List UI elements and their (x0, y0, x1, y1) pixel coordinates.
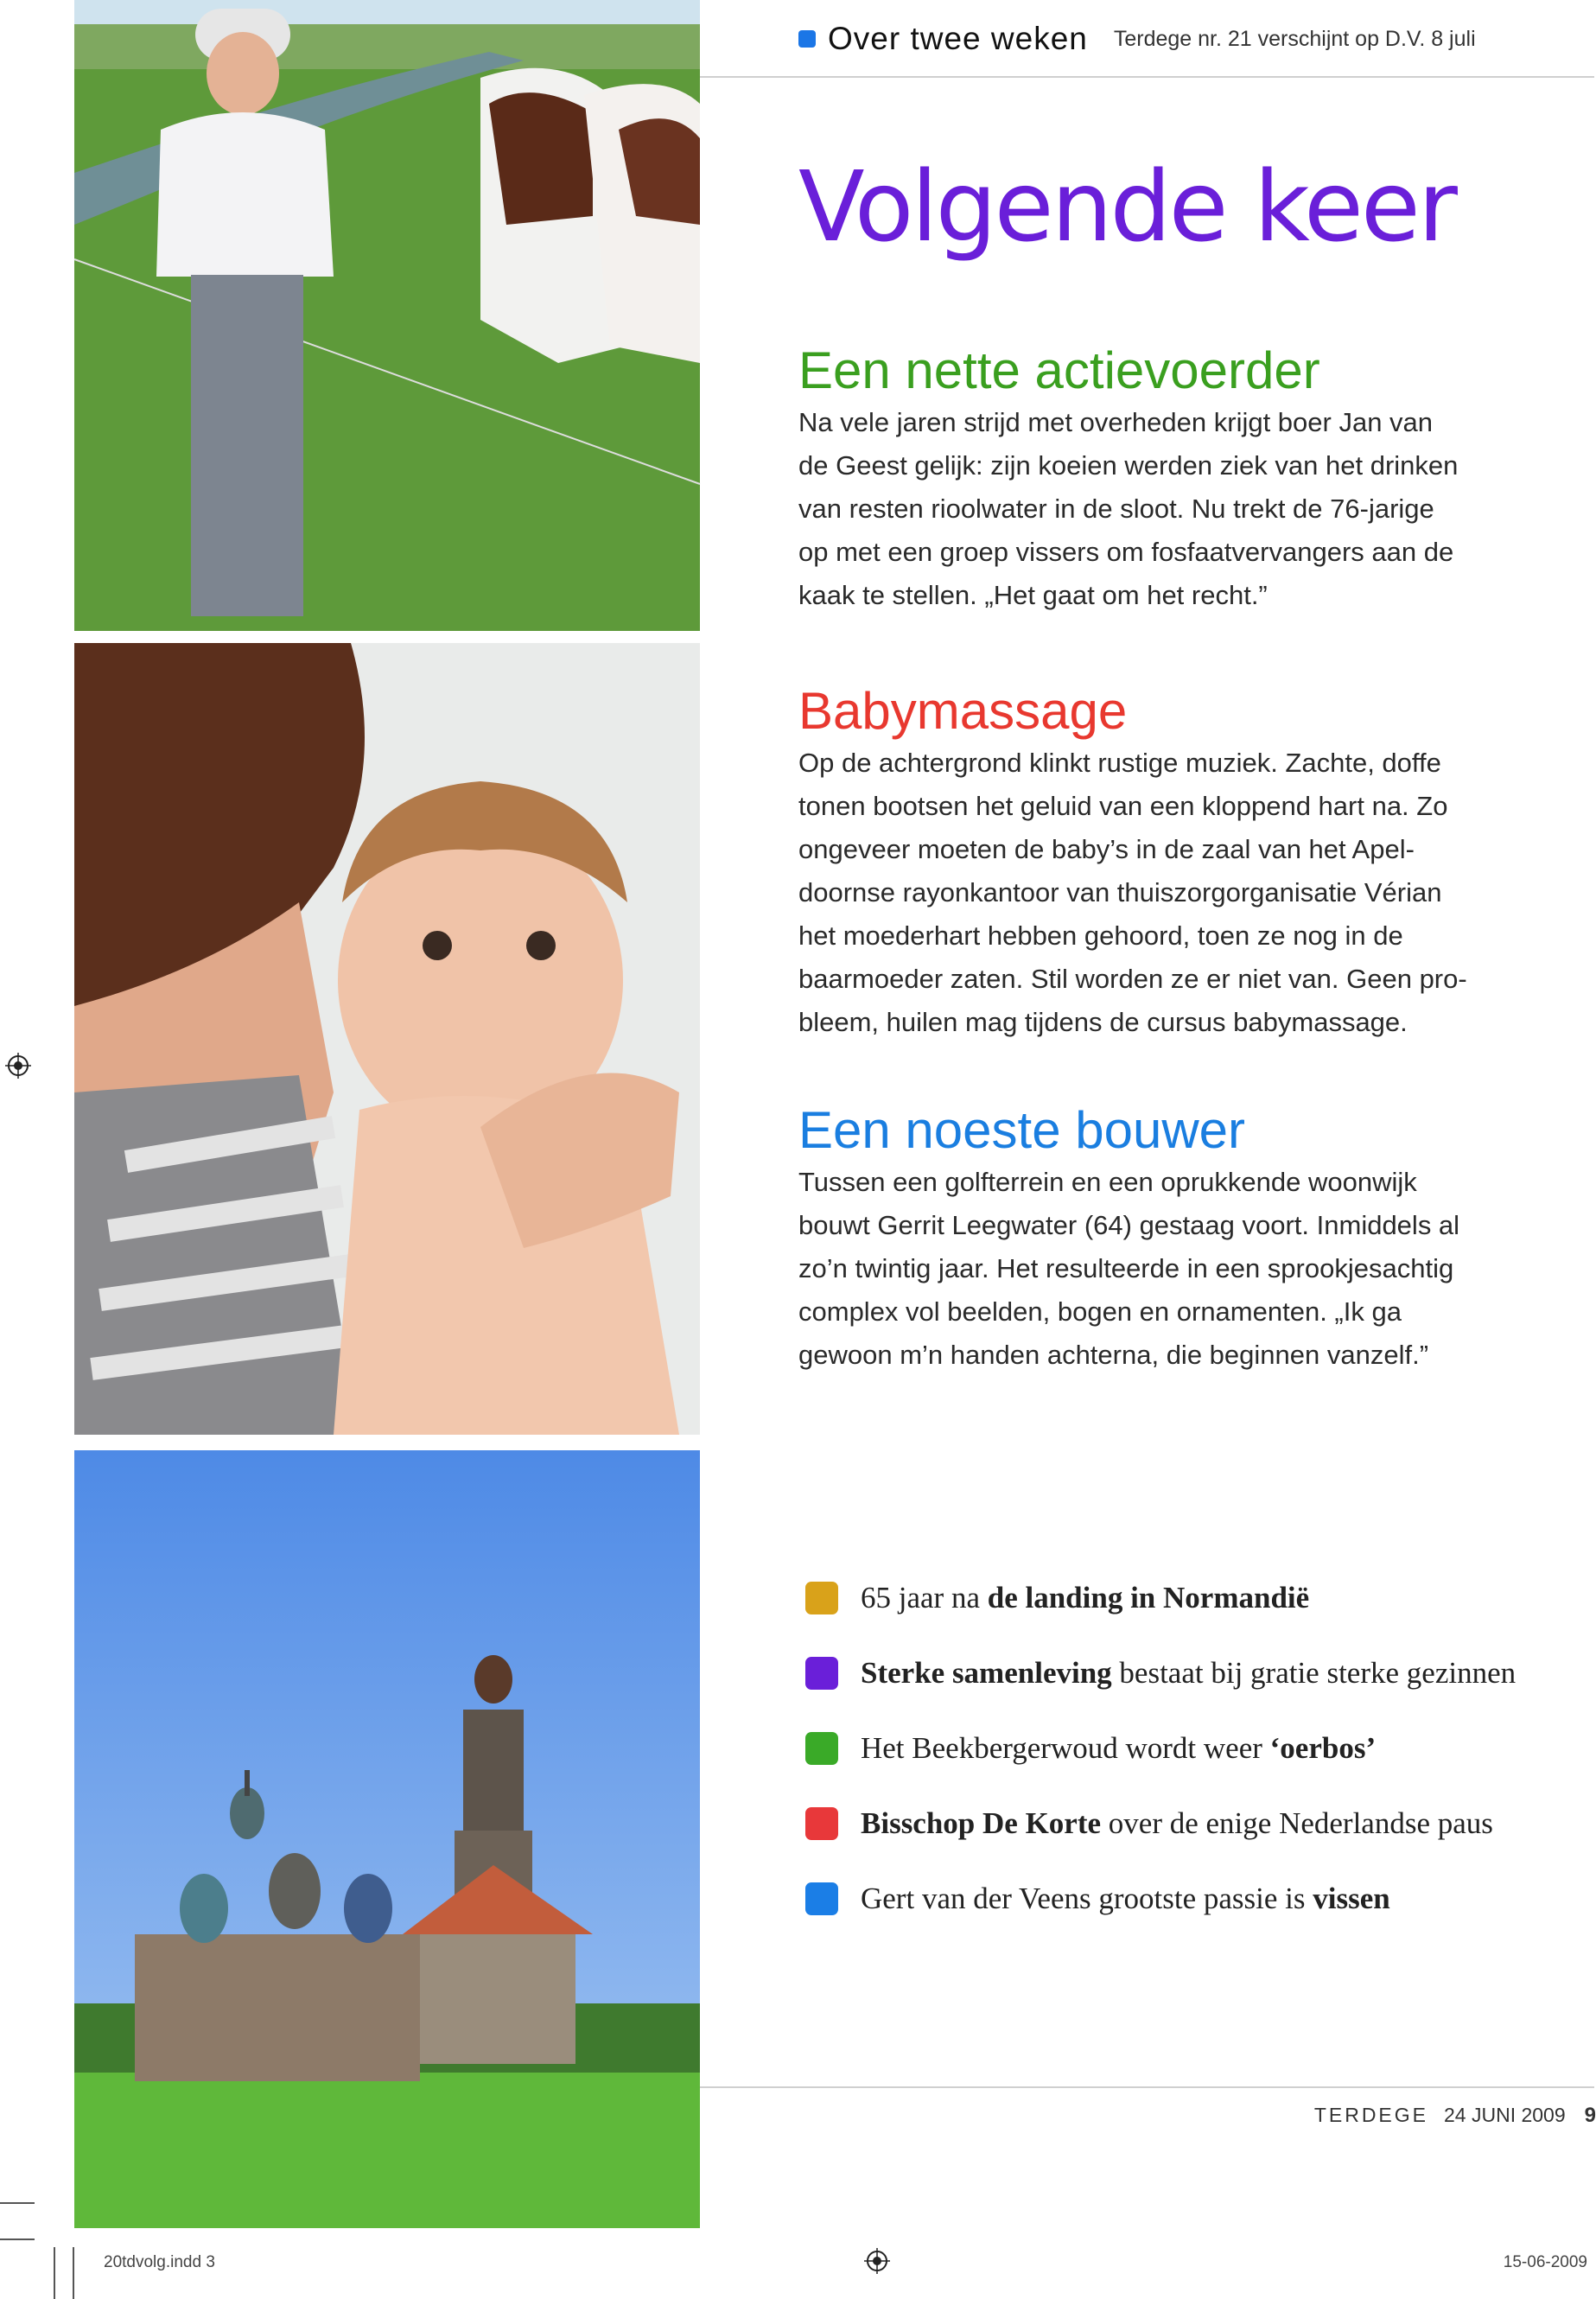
teaser-color-square (805, 1732, 838, 1765)
body-line: tonen bootsen het geluid van een kloppend hart na. Zo (798, 791, 1448, 821)
footer-brand: TERDEGE (1313, 2104, 1428, 2126)
teaser-text: Sterke samenleving bestaat bij gratie sterke gezinnen (861, 1655, 1517, 1690)
teaser-item (805, 1861, 1583, 1936)
photo-fairytale-complex (74, 1450, 700, 2228)
teaser-color-square (805, 1807, 838, 1840)
registration-mark-icon (864, 2248, 890, 2274)
teaser-text: Bisschop De Korte over de enige Nederlandse paus (861, 1805, 1493, 1840)
photo-farmer-with-cows (74, 0, 700, 631)
body-line: gewoon m’n handen achterna, die beginnen vanzelf.” (798, 1340, 1429, 1370)
footer-date: 24 JUNI 2009 (1444, 2104, 1566, 2126)
article-heading: Babymassage (798, 682, 1128, 740)
teaser-text: Gert van der Veens grootste passie is vissen (861, 1881, 1390, 1915)
article-body (798, 1161, 1516, 1377)
page-footer (1314, 2104, 1596, 2128)
body-line: Op de achtergrond klinkt rustige muziek. Zachte, doffe (798, 748, 1441, 778)
issue-note: Terdege nr. 21 verschijnt op D.V. 8 juli (1113, 26, 1476, 51)
top-bar (798, 17, 1476, 60)
photo-mother-and-baby (74, 643, 700, 1435)
teaser-item (805, 1710, 1583, 1786)
teaser-item (805, 1786, 1583, 1861)
teaser-item (805, 1635, 1583, 1710)
slug-file: 20tdvolg.indd 3 (104, 2253, 215, 2271)
body-line: zo’n twintig jaar. Het resulteerde in een sprookjesachtig (798, 1253, 1454, 1283)
slug-date: 15-06-2009 (1503, 2253, 1587, 2271)
crop-mark (0, 2202, 35, 2204)
body-line: van resten rioolwater in de sloot. Nu trekt de 76-jarige (798, 494, 1434, 524)
body-line: kaak te stellen. „Het gaat om het recht.” (798, 580, 1268, 610)
body-line: Na vele jaren strijd met overheden krijgt boer Jan van (798, 407, 1434, 437)
body-line: op met een groep vissers om fosfaatvervangers aan de (798, 537, 1454, 567)
section-label: Over twee weken (828, 21, 1088, 56)
teaser-text: Het Beekbergerwoud wordt weer ‘oerbos’ (861, 1730, 1377, 1765)
teaser-text: 65 jaar na de landing in Normandië (861, 1580, 1310, 1614)
article-heading: Een nette actievoerder (798, 341, 1320, 399)
body-line: ongeveer moeten de baby’s in de zaal van het Apel- (798, 834, 1415, 864)
article-noeste-bouwer (798, 1102, 1516, 1377)
teaser-color-square (805, 1582, 838, 1614)
frame-line-top-right (700, 76, 1594, 78)
teaser-list (805, 1560, 1583, 1936)
page-title: Volgende keer (798, 151, 1455, 264)
body-line: het moederhart hebben gehoord, toen ze nog in de (798, 920, 1403, 951)
article-heading: Een noeste bouwer (798, 1101, 1246, 1159)
crop-mark (0, 2238, 35, 2240)
article-actievoerder (798, 342, 1516, 617)
crop-mark (73, 2247, 74, 2299)
article-babymassage (798, 683, 1516, 1044)
body-line: bouwt Gerrit Leegwater (64) gestaag voort. Inmiddels al (798, 1210, 1460, 1240)
body-line: Tussen een golfterrein en een oprukkende woonwijk (798, 1167, 1417, 1197)
teaser-item (805, 1560, 1583, 1635)
body-line: de Geest gelijk: zijn koeien werden ziek van het drinken (798, 450, 1459, 481)
body-line: doornse rayonkantoor van thuiszorgorganisatie Vérian (798, 877, 1442, 908)
frame-line-bottom-right (700, 2086, 1594, 2088)
body-line: bleem, huilen mag tijdens de cursus babymassage. (798, 1007, 1408, 1037)
section-marker-square (798, 30, 816, 48)
registration-mark-icon (5, 1053, 31, 1079)
body-line: baarmoeder zaten. Stil worden ze er niet van. Geen pro- (798, 964, 1467, 994)
teaser-color-square (805, 1657, 838, 1690)
teaser-color-square (805, 1882, 838, 1915)
article-body (798, 401, 1516, 617)
article-body (798, 742, 1516, 1044)
crop-mark (54, 2247, 55, 2299)
body-line: complex vol beelden, bogen en ornamenten. „Ik ga (798, 1296, 1402, 1327)
page-number: 9 (1584, 2104, 1596, 2127)
